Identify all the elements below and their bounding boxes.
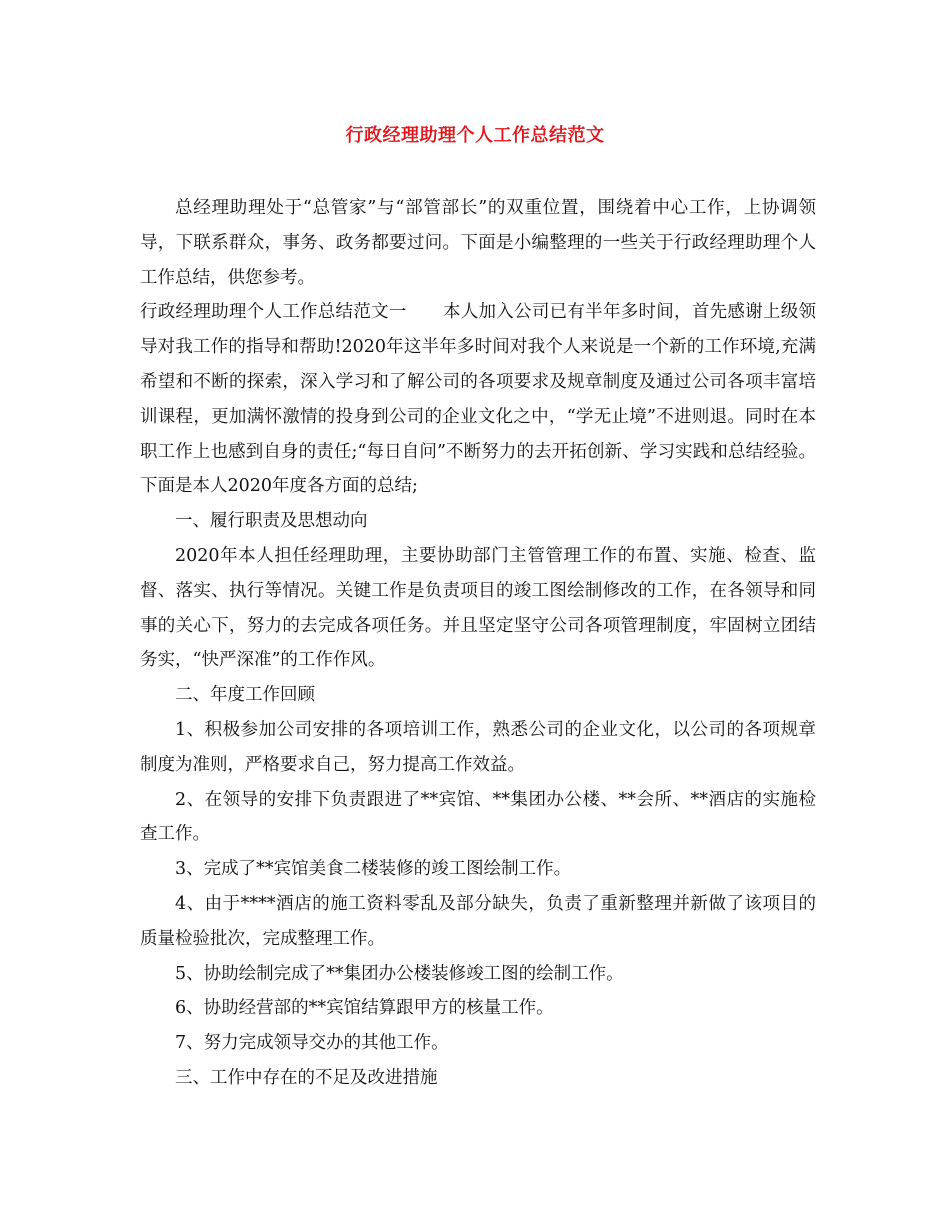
section-3-heading: 三、工作中存在的不足及改进措施 — [175, 1067, 438, 1088]
review-item: 3、完成了**宾馆美食二楼装修的竣工图绘制工作。 — [175, 859, 572, 880]
section-1-paragraph: 2020年本人担任经理助理，主要协助部门主管管理工作的布置、实施、检查、监督、落实、执行等情况。关键工作是负责项目的竣工图绘制修改的工作，在各领导和同事的关心下，努力的去完成各项任务。并且坚定坚守公司各项管理制度，牢固树立团结务实，“快严深准”的工作作风。 — [140, 545, 816, 671]
section-1-heading: 一、履行职责及思想动向 — [175, 511, 368, 532]
section-2-heading: 二、年度工作回顾 — [175, 685, 315, 706]
document-body — [140, 191, 816, 1096]
sample-paragraph — [140, 295, 816, 504]
review-item: 5、协助绘制完成了**集团办公楼装修竣工图的绘制工作。 — [175, 963, 624, 984]
document-title: 行政经理助理个人工作总结范文 — [345, 125, 605, 146]
sample-heading: 行政经理助理个人工作总结范文一 — [140, 302, 407, 323]
review-item: 1、积极参加公司安排的各项培训工作，熟悉公司的企业文化，以公司的各项规章制度为准则，严格要求自己，努力提高工作效益。 — [140, 719, 816, 775]
sample-opening: 本人加入公司已有半年多时间，首先感谢上级领导对我工作的指导和帮助!2020年这半年多时间对我个人来说是一个新的工作环境,充满希望和不断的探索，深入学习和了解公司的各项要求及规章制度及通过公司各项丰富培训课程，更加满怀激情的投身到公司的企业文化之中，“学无止境”不进则退。同时在本职工作上也感到自身的责任;“每日自问”不断努力的去开拓创新、学习实践和总结经验。下面是本人2020年度各方面的总结; — [140, 302, 817, 497]
review-item: 2、在领导的安排下负责跟进了**宾馆、**集团办公楼、**会所、**酒店的实施检查工作。 — [140, 789, 816, 845]
review-item: 7、努力完成领导交办的其他工作。 — [175, 1033, 449, 1054]
review-item: 6、协助经营部的**宾馆结算跟甲方的核量工作。 — [175, 998, 554, 1019]
intro-paragraph: 总经理助理处于“总管家”与“部管部长”的双重位置，围绕着中心工作，上协调领导，下联系群众，事务、政务都要过问。下面是小编整理的一些关于行政经理助理个人工作总结，供您参考。 — [140, 198, 816, 288]
review-item: 4、由于****酒店的施工资料零乱及部分缺失，负责了重新整理并新做了该项目的质量检验批次，完成整理工作。 — [140, 893, 816, 949]
